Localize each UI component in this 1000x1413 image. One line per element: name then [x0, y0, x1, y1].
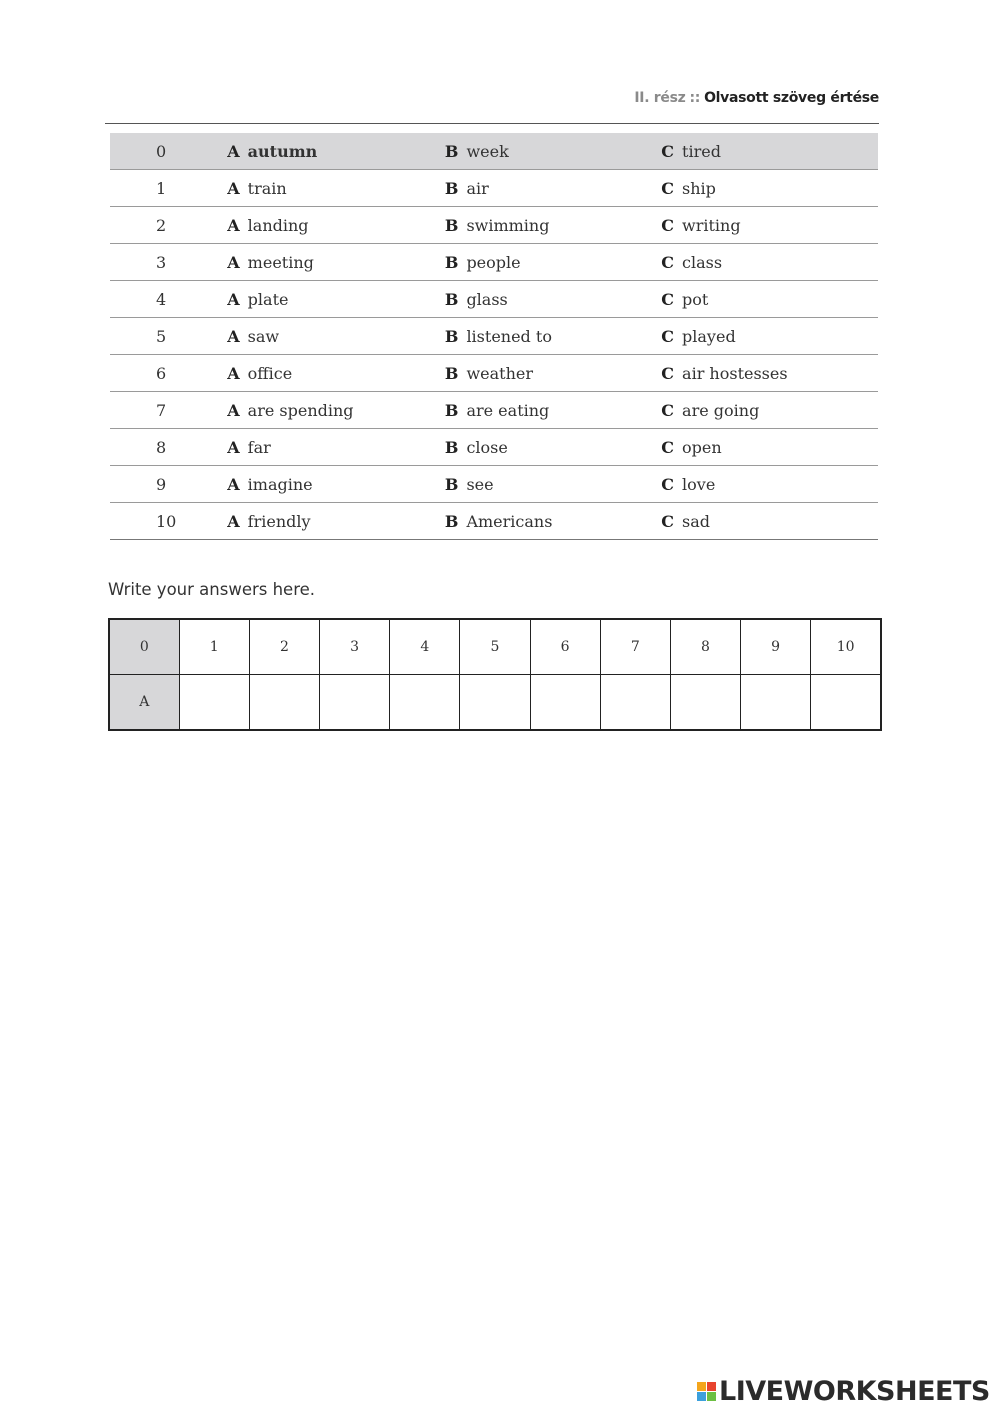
- section-title: Olvasott szöveg értése: [704, 90, 879, 106]
- option-row: [110, 281, 878, 318]
- option-a: [227, 392, 445, 429]
- option-letter: A: [227, 252, 240, 272]
- option-letter: B: [444, 511, 459, 531]
- option-letter: B: [444, 326, 459, 346]
- logo-square: [697, 1382, 706, 1391]
- option-letter: C: [661, 252, 675, 272]
- example-answer-cell: A: [109, 675, 179, 731]
- option-c: [661, 281, 878, 318]
- logo-square: [707, 1392, 716, 1401]
- question-number: 3: [110, 244, 227, 281]
- option-letter: C: [661, 437, 675, 457]
- option-c: [661, 207, 878, 244]
- option-row: [110, 466, 878, 503]
- option-word: class: [682, 252, 723, 272]
- option-letter: C: [661, 400, 675, 420]
- logo-text: LIVEWORKSHEETS: [719, 1376, 990, 1407]
- option-word: sad: [682, 511, 711, 531]
- option-word: swimming: [466, 215, 550, 235]
- option-letter: C: [661, 178, 675, 198]
- liveworksheets-logo: [697, 1376, 990, 1407]
- option-row: [110, 503, 878, 540]
- option-letter: A: [227, 474, 240, 494]
- option-c: [661, 466, 878, 503]
- option-a: [227, 466, 445, 503]
- option-b: [445, 170, 661, 207]
- option-word: played: [682, 326, 736, 346]
- option-b: [445, 318, 661, 355]
- option-letter: C: [661, 474, 675, 494]
- answer-grid: [108, 618, 882, 731]
- option-letter: A: [227, 141, 240, 161]
- option-letter: C: [661, 141, 675, 161]
- option-b: [445, 244, 661, 281]
- question-number: 5: [110, 318, 227, 355]
- option-word: see: [466, 474, 494, 494]
- option-word: air hostesses: [682, 363, 788, 383]
- question-number: 9: [110, 466, 227, 503]
- option-word: tired: [682, 141, 721, 161]
- option-letter: A: [227, 511, 240, 531]
- option-row: [110, 318, 878, 355]
- option-word: are going: [682, 400, 760, 420]
- option-a: [227, 207, 445, 244]
- option-c: [661, 133, 878, 170]
- option-a: [227, 318, 445, 355]
- option-letter: B: [444, 289, 459, 309]
- part-label: II. rész: [634, 90, 686, 106]
- answer-input-cell[interactable]: [811, 675, 881, 731]
- option-letter: A: [227, 400, 240, 420]
- header-divider: [105, 123, 879, 124]
- question-number: 2: [110, 207, 227, 244]
- option-c: [661, 170, 878, 207]
- option-word: air: [466, 178, 489, 198]
- option-a: [227, 355, 445, 392]
- option-c: [661, 355, 878, 392]
- option-word: pot: [682, 289, 709, 309]
- question-number: 1: [110, 170, 227, 207]
- option-word: listened to: [466, 326, 552, 346]
- option-letter: B: [444, 252, 459, 272]
- option-letter: C: [661, 326, 675, 346]
- option-letter: A: [227, 215, 240, 235]
- option-letter: B: [444, 215, 459, 235]
- option-row: [110, 170, 878, 207]
- answer-number-cell: 7: [600, 619, 670, 675]
- option-word: office: [247, 363, 293, 383]
- answer-number-cell: 1: [179, 619, 249, 675]
- option-letter: B: [444, 474, 459, 494]
- option-word: open: [682, 437, 722, 457]
- option-word: landing: [247, 215, 309, 235]
- option-row: [110, 392, 878, 429]
- option-row: [110, 429, 878, 466]
- header-separator: ::: [689, 90, 701, 106]
- option-letter: B: [444, 178, 459, 198]
- option-word: saw: [247, 326, 280, 346]
- option-word: are spending: [247, 400, 354, 420]
- option-word: plate: [247, 289, 289, 309]
- logo-square: [697, 1392, 706, 1401]
- option-word: love: [682, 474, 716, 494]
- option-word: people: [466, 252, 521, 272]
- option-letter: A: [227, 363, 240, 383]
- answer-input-cell[interactable]: [249, 675, 319, 731]
- option-b: [445, 281, 661, 318]
- answer-number-cell: 4: [390, 619, 460, 675]
- section-header: [634, 90, 879, 106]
- answer-number-cell: 2: [249, 619, 319, 675]
- option-letter: A: [227, 437, 240, 457]
- option-word: week: [466, 141, 509, 161]
- option-b: [445, 429, 661, 466]
- option-b: [445, 207, 661, 244]
- option-row: [110, 355, 878, 392]
- option-c: [661, 503, 878, 540]
- answer-input-cell[interactable]: [741, 675, 811, 731]
- option-b: [445, 503, 661, 540]
- option-letter: A: [227, 289, 240, 309]
- option-letter: C: [661, 363, 675, 383]
- option-word: close: [466, 437, 508, 457]
- answer-input-cell[interactable]: [320, 675, 390, 731]
- answer-input-cell[interactable]: [600, 675, 670, 731]
- option-word: train: [247, 178, 287, 198]
- option-word: weather: [466, 363, 533, 383]
- option-word: meeting: [247, 252, 314, 272]
- option-letter: B: [444, 363, 459, 383]
- logo-icon: [697, 1382, 716, 1401]
- option-word: ship: [682, 178, 716, 198]
- answer-number-cell: 0: [109, 619, 179, 675]
- question-number: 0: [110, 133, 227, 170]
- option-letter: A: [227, 178, 240, 198]
- option-b: [445, 392, 661, 429]
- option-row: [110, 244, 878, 281]
- answer-number-cell: 3: [320, 619, 390, 675]
- options-table: [110, 133, 878, 540]
- answer-input-cell[interactable]: [390, 675, 460, 731]
- option-word: autumn: [247, 141, 318, 161]
- answer-number-cell: 6: [530, 619, 600, 675]
- option-letter: B: [444, 400, 459, 420]
- option-word: Americans: [466, 511, 553, 531]
- answer-input-cell[interactable]: [179, 675, 249, 731]
- option-b: [445, 133, 661, 170]
- option-word: are eating: [466, 400, 550, 420]
- answer-numbers-row: [109, 619, 881, 675]
- question-number: 6: [110, 355, 227, 392]
- option-c: [661, 244, 878, 281]
- question-number: 10: [110, 503, 227, 540]
- option-letter: C: [661, 511, 675, 531]
- option-a: [227, 281, 445, 318]
- question-number: 4: [110, 281, 227, 318]
- question-number: 7: [110, 392, 227, 429]
- option-a: [227, 429, 445, 466]
- option-a: [227, 244, 445, 281]
- option-letter: C: [661, 289, 675, 309]
- option-word: imagine: [247, 474, 313, 494]
- answer-input-cell[interactable]: [460, 675, 530, 731]
- option-word: writing: [682, 215, 741, 235]
- answer-number-cell: 10: [811, 619, 881, 675]
- question-number: 8: [110, 429, 227, 466]
- option-letter: B: [444, 141, 459, 161]
- answer-cells-row: [109, 675, 881, 731]
- option-word: far: [247, 437, 271, 457]
- option-letter: A: [227, 326, 240, 346]
- option-a: [227, 503, 445, 540]
- answer-number-cell: 8: [670, 619, 740, 675]
- option-word: friendly: [247, 511, 311, 531]
- answer-input-cell[interactable]: [530, 675, 600, 731]
- option-c: [661, 318, 878, 355]
- option-b: [445, 355, 661, 392]
- answer-number-cell: 9: [741, 619, 811, 675]
- option-row: [110, 133, 878, 170]
- option-word: glass: [466, 289, 508, 309]
- instruction-text: Write your answers here.: [108, 580, 316, 599]
- option-row: [110, 207, 878, 244]
- option-b: [445, 466, 661, 503]
- option-c: [661, 429, 878, 466]
- option-a: [227, 133, 445, 170]
- answer-number-cell: 5: [460, 619, 530, 675]
- option-a: [227, 170, 445, 207]
- answer-input-cell[interactable]: [670, 675, 740, 731]
- logo-square: [707, 1382, 716, 1391]
- option-letter: B: [444, 437, 459, 457]
- option-letter: C: [661, 215, 675, 235]
- option-c: [661, 392, 878, 429]
